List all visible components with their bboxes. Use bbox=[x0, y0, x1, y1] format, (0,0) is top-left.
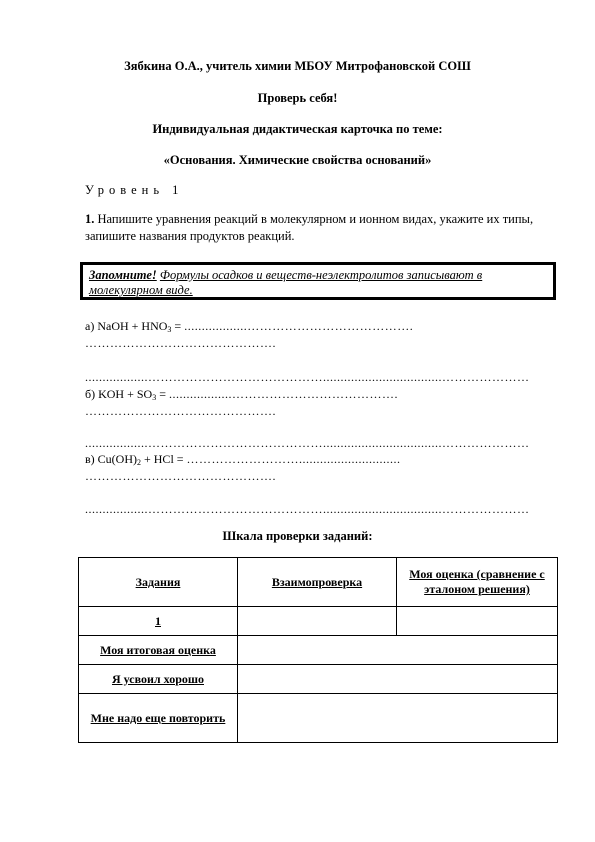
peer-review-cell[interactable] bbox=[238, 607, 397, 636]
author-line: Зябкина О.А., учитель химии МБОУ Митрофановской СОШ bbox=[124, 59, 471, 73]
row-final-grade: Моя итоговая оценка bbox=[79, 636, 238, 665]
answer-line[interactable]: ..................……………………………………..................................………………… bbox=[85, 436, 530, 450]
equation-c bbox=[85, 452, 545, 467]
remember-label: Запомните! bbox=[89, 268, 157, 282]
table-header-row bbox=[79, 558, 558, 607]
answer-blank[interactable]: ………………………............................. bbox=[186, 452, 401, 466]
header-tasks: Задания bbox=[79, 558, 238, 607]
answer-line[interactable]: ..................……………………………………..................................………………… bbox=[85, 502, 530, 516]
final-grade-cell[interactable] bbox=[238, 636, 558, 665]
header-peer-review: Взаимопроверка bbox=[238, 558, 397, 607]
row-task-1: 1 bbox=[79, 607, 238, 636]
answer-line[interactable]: ..................……………………………………..................................………………… bbox=[85, 370, 530, 384]
grading-table bbox=[78, 557, 558, 743]
level-label: Уровень 1 bbox=[85, 183, 184, 197]
task-1 bbox=[85, 211, 560, 245]
task-text: Напишите уравнения реакций в молекулярном и ионном видах, укажите их типы, запишите названия продуктов реакций. bbox=[85, 212, 534, 243]
equation-a-eq: = bbox=[171, 319, 185, 333]
table-row bbox=[79, 694, 558, 743]
answer-blank[interactable]: ..................…………………………………. bbox=[184, 319, 414, 333]
learned-well-cell[interactable] bbox=[238, 665, 558, 694]
equation-a bbox=[85, 319, 545, 334]
equation-a-subscript: 3 bbox=[167, 325, 172, 334]
equation-c-subscript: 2 bbox=[137, 458, 141, 467]
answer-line[interactable]: ………………………………………. bbox=[85, 336, 276, 350]
task-number: 1. bbox=[85, 212, 95, 226]
table-title: Шкала проверки заданий: bbox=[222, 529, 373, 543]
answer-line[interactable]: ………………………………………. bbox=[85, 404, 276, 418]
check-yourself-heading: Проверь себя! bbox=[257, 91, 338, 105]
remember-box bbox=[80, 262, 556, 300]
equation-c-lhs: в) Cu(OH) bbox=[85, 452, 137, 466]
equation-b bbox=[85, 387, 545, 402]
row-learned-well: Я усвоил хорошо bbox=[79, 665, 238, 694]
answer-blank[interactable]: ..................…………………………………. bbox=[169, 387, 398, 401]
topic-title: «Основания. Химические свойства оснований» bbox=[163, 153, 432, 167]
header-self-grade: Моя оценка (сравнение с эталоном решения) bbox=[397, 558, 558, 607]
card-title: Индивидуальная дидактическая карточка по теме: bbox=[152, 122, 443, 136]
answer-line[interactable]: ………………………………………. bbox=[85, 469, 276, 483]
need-review-cell[interactable] bbox=[238, 694, 558, 743]
equation-b-lhs: б) KOH + SO bbox=[85, 387, 153, 401]
equation-b-subscript: 3 bbox=[152, 393, 157, 402]
table-row bbox=[79, 607, 558, 636]
self-grade-cell[interactable] bbox=[397, 607, 558, 636]
row-need-review: Мне надо еще повторить bbox=[79, 694, 238, 743]
table-row bbox=[79, 665, 558, 694]
table-row bbox=[79, 636, 558, 665]
equation-c-eq: + HCl = bbox=[141, 452, 187, 466]
equation-a-lhs: а) NaOH + HNO bbox=[85, 319, 168, 333]
remember-text: Формулы осадков и веществ-неэлектролитов записывают в молекулярном виде. bbox=[89, 268, 483, 297]
equation-b-eq: = bbox=[156, 387, 169, 401]
